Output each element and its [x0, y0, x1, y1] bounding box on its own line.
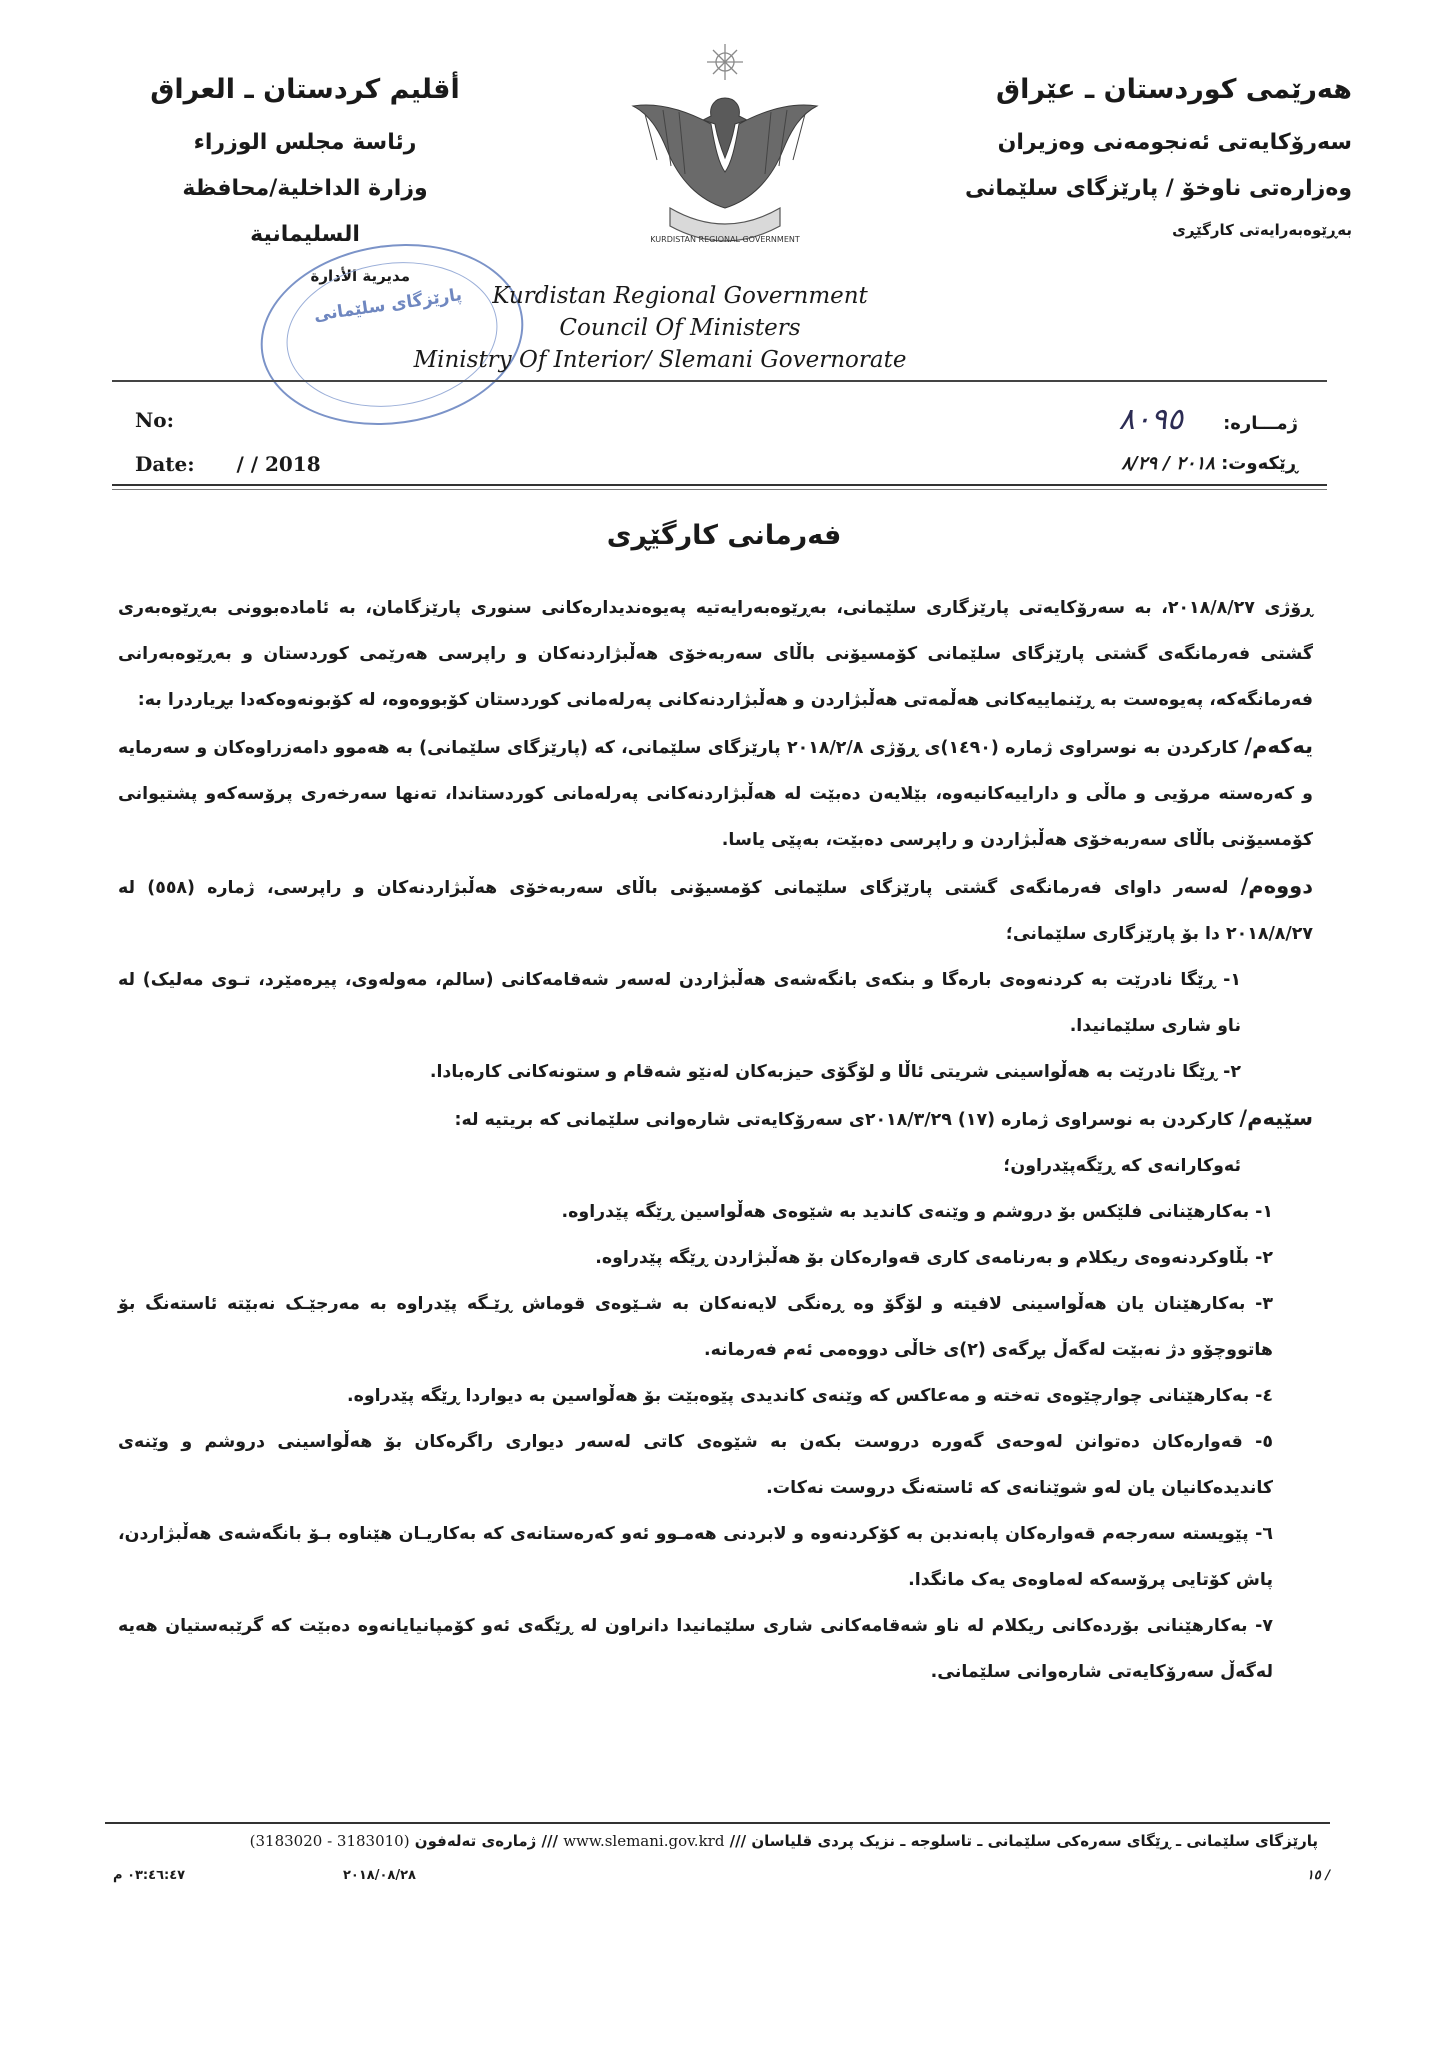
footer-ref: ١٥ / — [1306, 1868, 1330, 1883]
header-kurdish — [902, 60, 1352, 248]
number-label: ژمـــاره: — [1223, 413, 1298, 434]
krg-logo — [575, 40, 875, 270]
krg-title-en: Kurdistan Regional Government — [492, 283, 868, 309]
date-label: Date: — [135, 452, 195, 476]
directorate-ku: بەڕێوەبەرایەتی کارگێڕی — [1172, 221, 1352, 239]
allowed-item: ١- بەکارهێنانی فلێکس بۆ دروشم و وێنەی کاندید بە شێوەی هەڵواسین ڕێگە پێدراوە. — [561, 1202, 1273, 1222]
region-title-ku: هەرێمی کوردستان ـ عێراق — [995, 74, 1352, 105]
header-english — [413, 280, 940, 376]
header-rule — [112, 380, 1327, 382]
allowed-item: ٥- قەوارەکان دەتوانن لەوحەی گەورە دروست بکەن بە شێوەی کاتی لەسەر دیواری راگرەکان بۆ هەڵواسینی دروشم و وێنەی کاندیدەکانیان یان لەو شوێنانەی کە ئاستەنگ دروست نەکات. — [118, 1432, 1273, 1498]
region-title-ar: أقليم كردستان ـ العراق — [150, 74, 460, 105]
second-text: لەسەر داوای فەرمانگەی گشتی پارێزگای سلێمانی کۆمسیۆنی باڵای سەربەخۆی هەڵبژاردنەکان و راپرسی، ژمارە (٥٥٨) لە ٢٠١٨/٨/٢٧ دا بۆ پارێزگاری سلێمانی؛ — [118, 878, 1313, 944]
ministry-ar: وزارة الداخلية/محافظة السليمانية — [182, 176, 428, 247]
council-ar: رئاسة مجلس الوزراء — [193, 130, 417, 155]
allowed-item: ٤- بەکارهێنانی چوارچێوەی تەختە و مەعاکس کە وێنەی کاندیدی پێوەبێت بۆ هەڵواسین بە دیواردا ڕێگە پێدراوە. — [346, 1386, 1273, 1406]
divider-thin — [112, 489, 1327, 490]
second-item: ١- ڕێگا نادرێت بە کردنەوەی بارەگا و بنکەی بانگەشەی هەڵبژاردن لەسەر شەقامەکانی (سالم، مەولەوی، پیرەمێرد، تـوی مەلیک) لە ناو شاری سلێمانیدا. — [118, 970, 1241, 1036]
intro-paragraph: ڕۆژی ٢٠١٨/٨/٢٧، بە سەرۆکایەتی پارێزگاری سلێمانی، بەڕێوەبەرایەتیە پەیوەندیدارەکانی سنوری پارێزگامان، بە ئامادەبوونی بەڕێوەبەری گشتی فەرمانگەی گشتی پارێزگای سلێمانی کۆمسیۆنی باڵای سەربەخۆی هەڵبژاردنەکان و راپرسی هەرێمی کوردستان و بەڕێوەبەرانی فەرمانگەکە، پەیوەست بە ڕێنماییەکانی هەڵمەتی هەڵبژاردن و هەڵبژاردنەکانی پەرلەمانی کوردستان کۆبووەوە، لە کۆبونەوەکەدا بڕیاردرا بە: — [118, 598, 1313, 710]
allowed-item: ٦- پێویستە سەرجەم قەوارەکان پابەندبن بە کۆکردنەوە و لابردنی هەمـوو ئەو کەرەستانەی کە بەکاریـان هێناوە بـۆ بانگەشەی هەڵبژاردن، پاش کۆتایی پرۆسەکە لەماوەی یەک مانگدا. — [118, 1524, 1273, 1590]
document-body — [118, 585, 1313, 1695]
third-label: سێیەم/ — [1239, 1106, 1313, 1130]
footer-rule — [105, 1822, 1330, 1824]
logo-banner: KURDISTAN REGIONAL GOVERNMENT — [650, 235, 800, 244]
allowed-item: ٣- بەکارهێنان یان هەڵواسینی لافیتە و لۆگۆ وە ڕەنگی لایەنەکان بە شـێوەی قوماش ڕێـگە پێدراوە بە مەرجێـک نەبێتە ئاستەنگ بۆ هاتووچۆو دژ نەبێت لەگەڵ بڕگەی (٢)ی خاڵی دووەمی ئەم فەرمانە. — [118, 1294, 1273, 1360]
allowed-item: ٢- بڵاوکردنەوەی ریکلام و بەرنامەی کاری قەوارەکان بۆ هەڵبژاردن ڕێگە پێدراوە. — [595, 1248, 1273, 1268]
date-label-ku: ڕێکەوت: — [1221, 453, 1298, 474]
footer-website[interactable]: www.slemani.gov.krd — [563, 1832, 725, 1850]
divider — [112, 484, 1327, 486]
stamp-text: پارێزگای سلێمانی — [312, 284, 464, 326]
date-value: / / 2018 — [236, 452, 321, 476]
section-first — [118, 723, 1313, 863]
print-time: ٠٣:٤٦:٤٧ م — [113, 1868, 186, 1883]
footer-phones-label: /// ژمارەی تەلەفون — [414, 1832, 558, 1850]
second-item: ٢- ڕێگا نادرێت بە هەڵواسینی شریتی ئاڵا و لۆگۆی حیزبەکان لەنێو شەقام و ستونەکانی کارەبادا. — [429, 1062, 1241, 1082]
council-ku: سەرۆکایەتی ئەنجومەنی وەزیران — [997, 130, 1352, 155]
no-label: No: — [135, 408, 175, 432]
document-title: فەرمانی کارگێڕی — [606, 520, 842, 551]
allowed-item: ٧- بەکارهێنانی بۆردەکانی ریکلام لە ناو شەقامەکانی شاری سلێمانیدا دانراون لە ڕێگەی ئەو کۆمپانیایانەوە دەبێت کە گرێبەستیان هەیە لەگەڵ سەرۆکایەتی شارەوانی سلێمانی. — [118, 1616, 1273, 1682]
ministry-ku: وەزارەتی ناوخۆ / پارێزگای سلێمانی — [964, 176, 1352, 201]
date-value-ku: ٢٠١٨ / ٨/٢٩ — [1121, 453, 1215, 474]
directorate-ar: مديرية الأدارة — [310, 267, 410, 285]
section-third — [118, 1095, 1313, 1143]
sun-icon — [707, 44, 743, 80]
first-label: یەکەم/ — [1244, 734, 1314, 758]
number-value: ٨٠٩٥ — [1118, 402, 1184, 437]
eagle-icon — [633, 98, 817, 208]
section-second — [118, 863, 1313, 957]
third-text: کارکردن بە نوسراوی ژمارە (١٧) ٢٠١٨/٣/٢٩ی سەرۆکایەتی شارەوانی سلێمانی کە بریتیە لە: — [454, 1110, 1234, 1130]
footer-phones: (3183020 - 3183010) — [249, 1832, 410, 1850]
footer-address — [98, 1828, 1318, 1854]
reference-block-en — [135, 398, 435, 486]
second-label: دووەم/ — [1240, 874, 1313, 898]
first-text: کارکردن بە نوسراوی ژمارە (١٤٩٠)ی ڕۆژی ٢٠١٨/٢/٨ پارێزگای سلێمانی، کە (پارێزگای سلێمانی) بە هەموو دامەزراوەکان و سەرمایە و کەرەستە مرۆیی و ماڵی و داراییەکانیەوە، بێلایەن دەبێت لە هەڵبژاردنەکانی پەرلەمانی کوردستاندا، تەنها سەرخەری پرۆسەکەو پشتیوانی کۆمسیۆنی باڵای سەربەخۆی هەڵبژاردن و راپرسی دەبێت، بەپێی یاسا. — [118, 738, 1313, 850]
reference-block-ku — [978, 398, 1298, 486]
allowed-heading: ئەوکارانەی کە ڕێگەپێدراون؛ — [1003, 1156, 1241, 1176]
print-date: ٢٠١٨/٠٨/٢٨ — [343, 1868, 416, 1883]
ministry-en: Ministry Of Interior/ Slemani Governorate — [413, 347, 907, 373]
footer-address-text: پارێزگای سلێمانی ـ ڕێگای سەرەکی سلێمانی ـ تاسلوجە ـ نزیک پردی قلیاسان /// — [729, 1832, 1318, 1850]
council-en: Council Of Ministers — [559, 315, 801, 341]
